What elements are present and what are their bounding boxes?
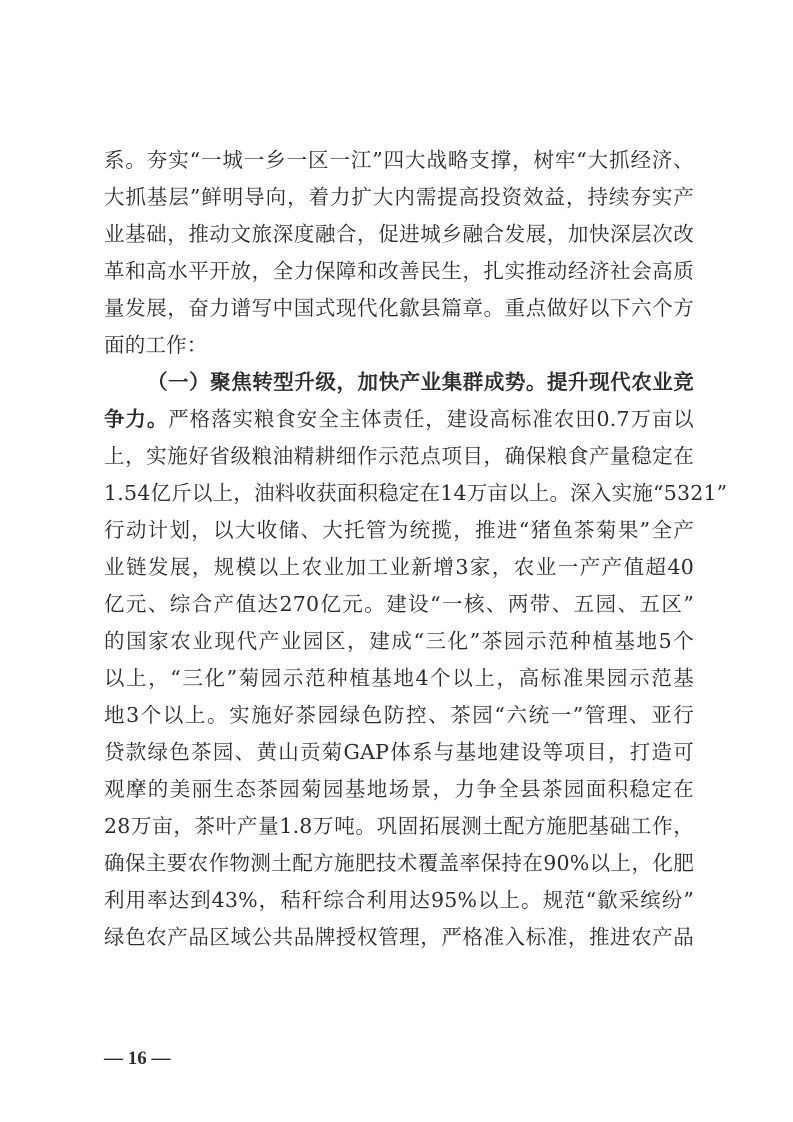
section-heading-continued: 争力。 <box>104 407 169 431</box>
text-line: 业基础，推动文旅深度融合，促进城乡融合发展，加快深层次改 <box>104 222 694 246</box>
text-line: 观摩的美丽生态茶园菊园基地场景，力争全县茶园面积稳定在 <box>104 777 694 801</box>
text-line: 系。夯实“一城一乡一区一江”四大战略支撑，树牢“大抓经济、 <box>104 148 694 172</box>
text-line: 的国家农业现代产业园区，建成“三化”茶园示范种植基地5个 <box>104 629 694 653</box>
text-line: 确保主要农作物测土配方施肥技术覆盖率保持在90%以上，化肥 <box>104 851 694 875</box>
text-line: 亿元、综合产值达270亿元。建设“一核、两带、五园、五区” <box>104 592 694 616</box>
text-line: 面的工作： <box>104 333 208 357</box>
text-line: 绿色农产品区域公共品牌授权管理，严格准入标准，推进农产品 <box>104 925 694 949</box>
text-line: 贷款绿色茶园、黄山贡菊GAP体系与基地建设等项目，打造可 <box>104 740 694 764</box>
text-line: 地3个以上。实施好茶园绿色防控、茶园“六统一”管理、亚行 <box>104 703 694 727</box>
section-first-sentence: 严格落实粮食安全主体责任，建设高标准农田0.7万亩以 <box>168 407 694 431</box>
text-line: 大抓基层”鲜明导向，着力扩大内需提高投资效益，持续夯实产 <box>104 185 694 209</box>
body-text <box>104 142 728 956</box>
text-line: 28万亩，茶叶产量1.8万吨。巩固拓展测土配方施肥基础工作， <box>104 814 694 838</box>
text-line: 行动计划，以大收储、大托管为统揽，推进“猪鱼茶菊果”全产 <box>104 518 694 542</box>
text-line: 1.54亿斤以上，油料收获面积稳定在14万亩以上。深入实施“5321” <box>104 481 728 505</box>
text-line: 革和高水平开放，全力保障和改善民生，扎实推动经济社会高质 <box>104 259 694 283</box>
section-heading-line <box>104 401 694 438</box>
page-number: — 16 — <box>104 1048 171 1069</box>
text-line: 量发展，奋力谱写中国式现代化歙县篇章。重点做好以下六个方 <box>104 296 694 320</box>
text-line: 利用率达到43%，秸秆综合利用达95%以上。规范“歙采缤纷” <box>104 888 694 912</box>
text-line: 上，实施好省级粮油精耕细作示范点项目，确保粮食产量稳定在 <box>104 444 694 468</box>
text-line: 以上，“三化”菊园示范种植基地4个以上，高标准果园示范基 <box>104 666 694 690</box>
text-line: 业链发展，规模以上农业加工业新增3家，农业一产产值超40 <box>104 555 694 579</box>
section-heading: （一）聚焦转型升级，加快产业集群成势。提升现代农业竞 <box>147 370 694 394</box>
